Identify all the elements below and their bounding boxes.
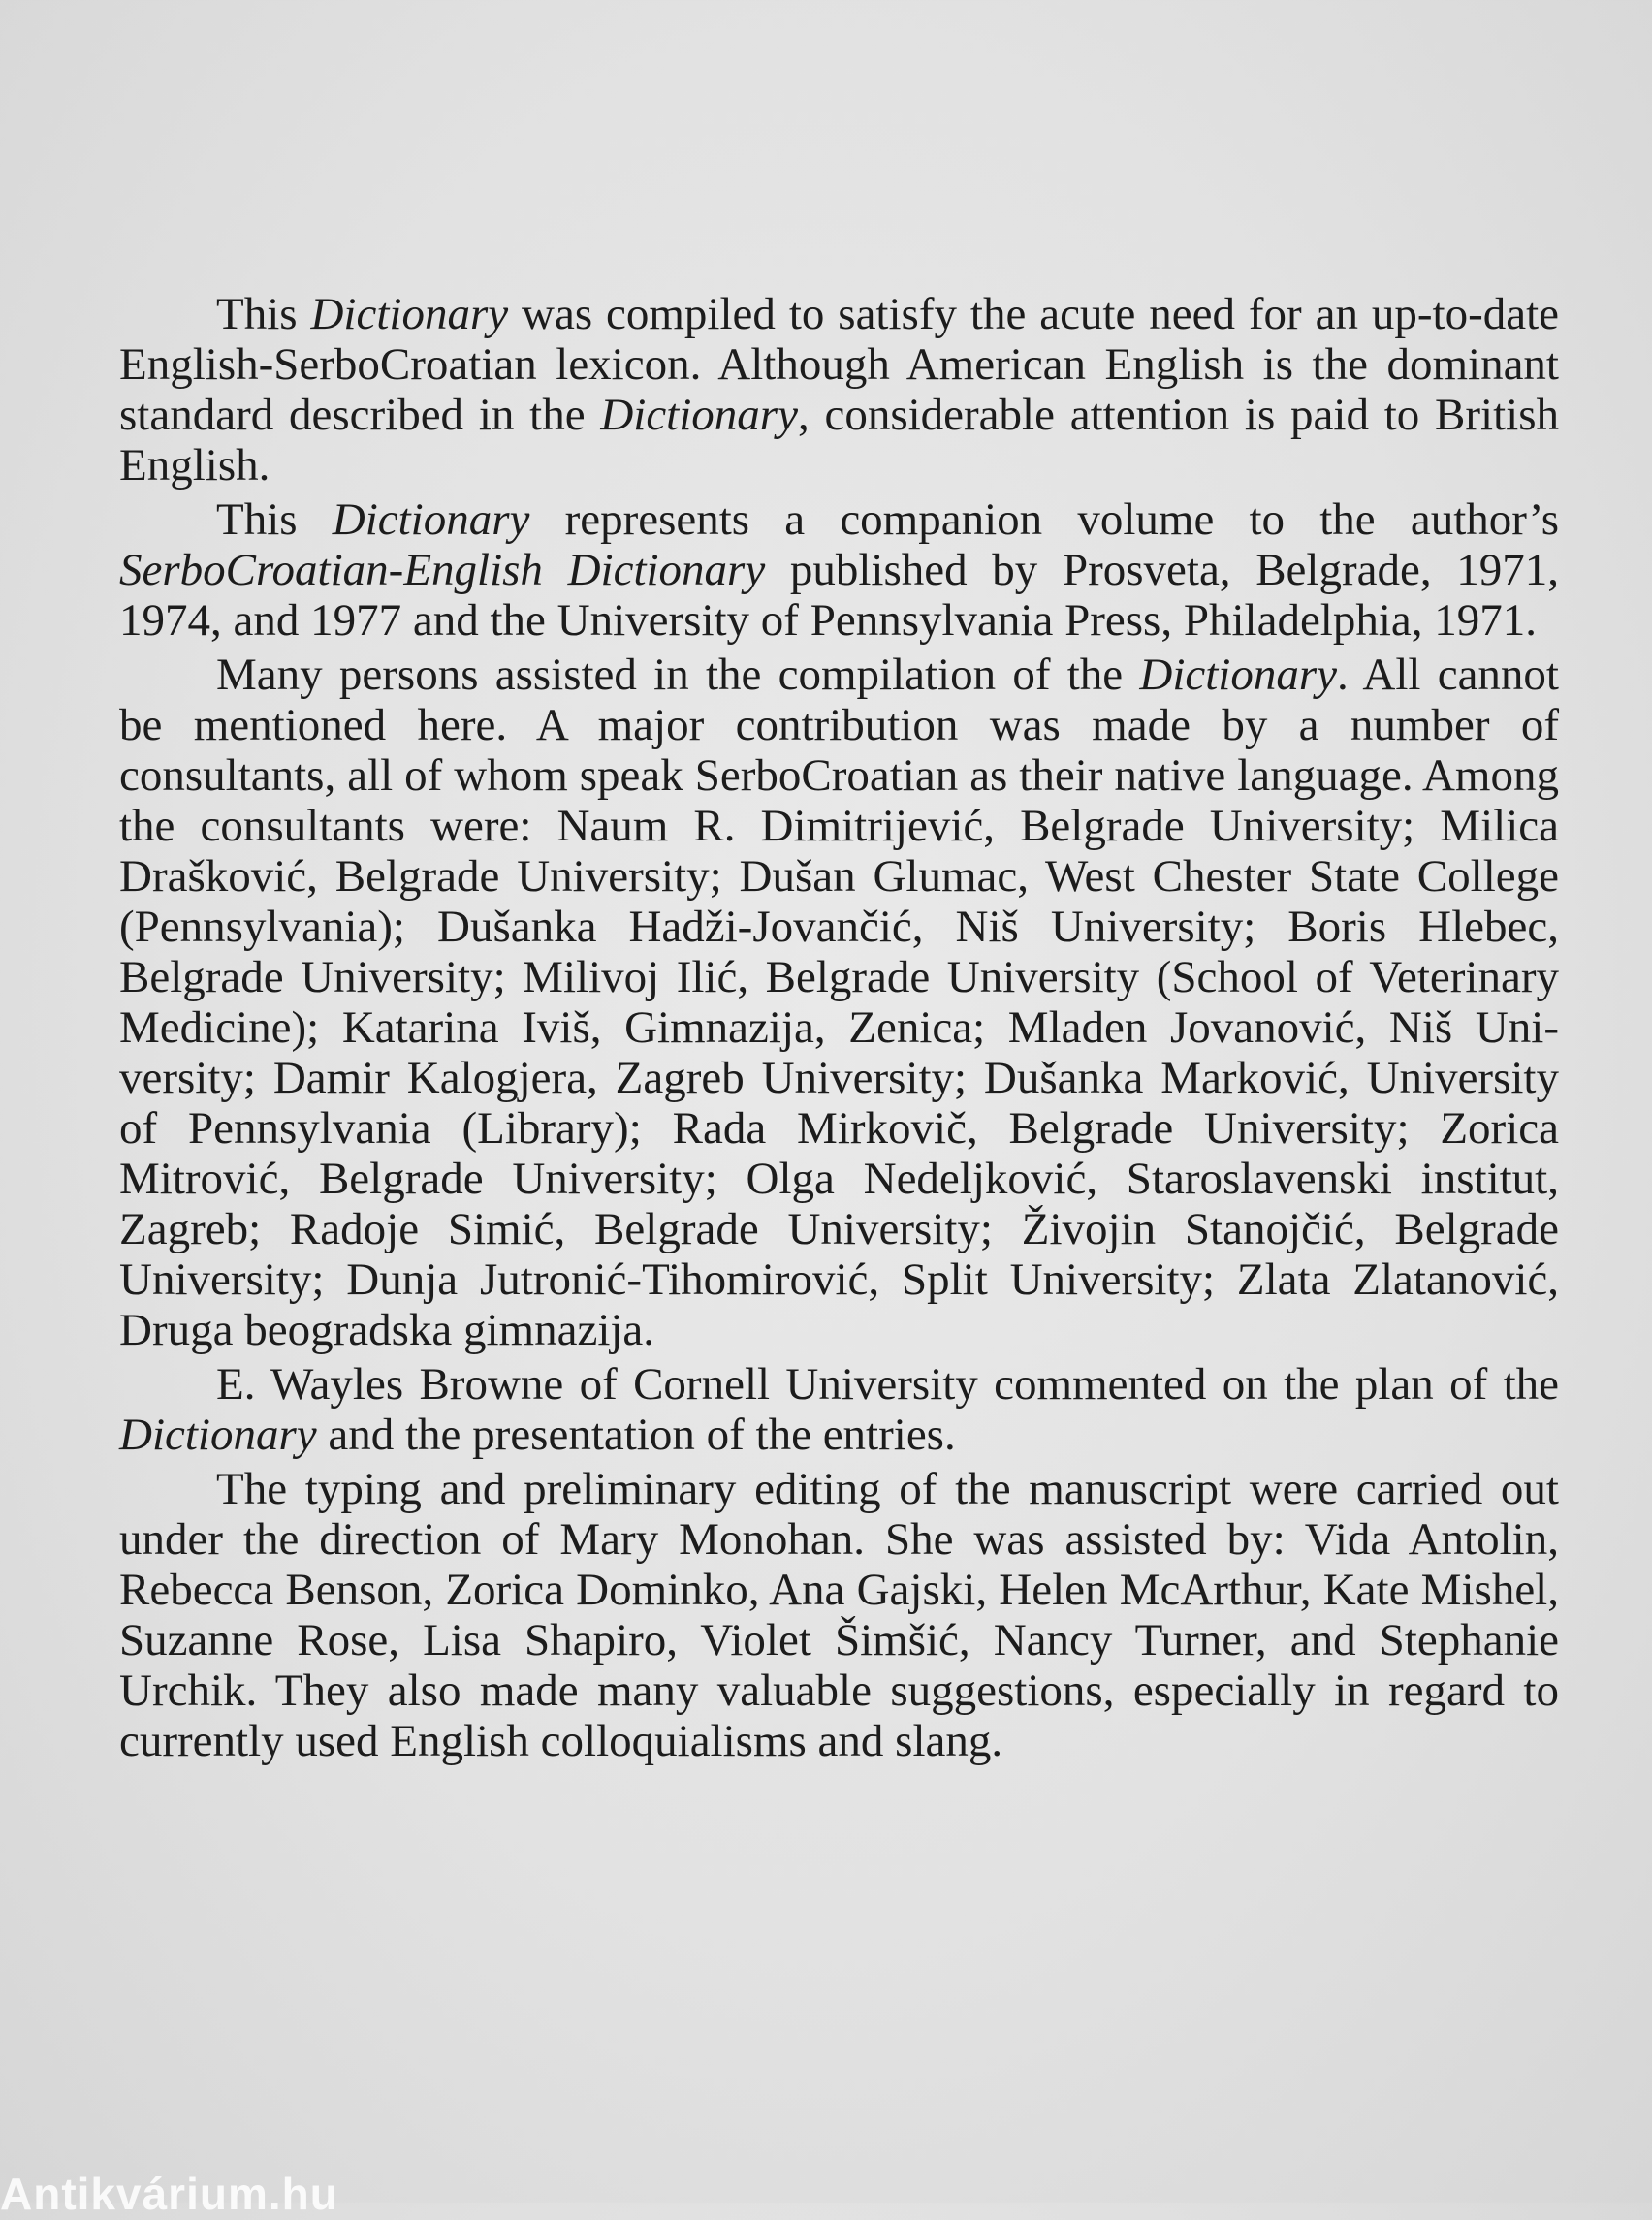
preface-text: [119, 289, 1559, 1770]
paragraph-consultants: Many persons assisted in the compilation of the Dictionary. All cannot be mentioned here. A major contribution was made by a number of consultants, all of whom speak SerboCroatian as their native language. Among the consultants were: Naum R. Dimitrijević, Belgrade University; Milica Drašković, Belgrade University; Dušan Glumac, West Chester State College (Pennsylvania); Dušanka Hadži-Jovančić, Niš University; Boris Hlebec, Belgrade University; Milivoj Ilić, Belgrade University (School of Veterinary Medicine); Katarina Iviš, Gimnazija, Zenica; Mladen Jovanović, Niš University; Damir Kalogjera, Zagreb University; Dušanka Marković, University of Pennsylvania (Library); Rada Mirkovič, Belgrade University; Zorica Mitrović, Belgrade University; Olga Nedeljković, Staroslavenski institut, Zagreb; Radoje Simić, Belgrade University; Živojin Stanojčić, Belgrade University; Dunja Jutronić-Tihomirović, Split University; Zlata Zlatanović, Druga beogradska gimnazija.: [119, 650, 1559, 1355]
paragraph-companion-volume: This Dictionary represents a companion volume to the author’s SerboCroatian-English Dictionary published by Prosveta, Belgrade, 1971, 1974, and 1977 and the University of Pennsylvania Press, Philadelphia, 1971.: [119, 494, 1560, 646]
paragraph-purpose: This Dictionary was compiled to satisfy the acute need for an up-to-date English-SerboCroatian lexicon. Although American English is the dominant standard described in the Dictionary, considerable attention is paid to British English.: [119, 289, 1559, 491]
paragraph-browne: E. Wayles Browne of Cornell University commented on the plan of the Dictionary and the presentation of the entries.: [119, 1359, 1559, 1460]
watermark: Antikvárium.hu: [0, 2169, 338, 2219]
paragraph-typing: The typing and preliminary editing of the manuscript were carried out under the direction of Mary Monohan. She was assisted by: Vida Antolin, Rebecca Benson, Zorica Dominko, Ana Gajski, Helen McArthur, Kate Mishel, Suzanne Rose, Lisa Shapiro, Violet Šimšić, Nancy Turner, and Stephanie Urchik. They also made many valuable suggestions, especially in regard to currently used English colloquialisms and slang.: [119, 1464, 1559, 1766]
